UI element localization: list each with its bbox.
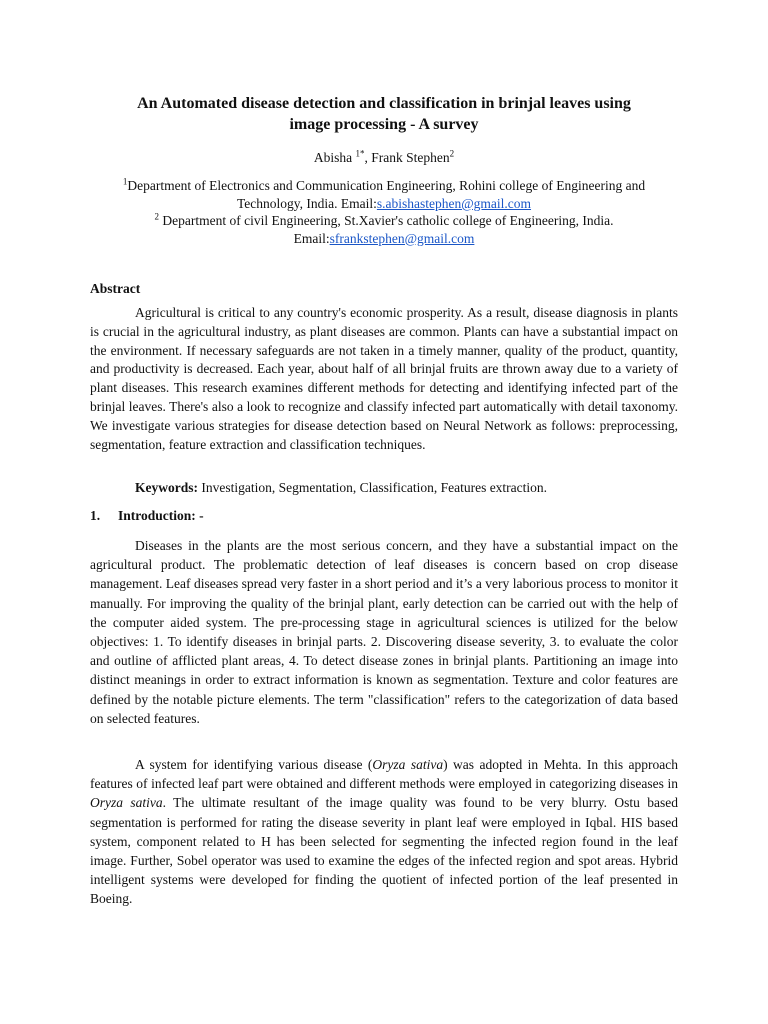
affiliation-2-marker: 2 [154, 211, 159, 222]
abstract-heading: Abstract [90, 281, 141, 296]
paper-title [90, 93, 678, 135]
intro-p2-species-1: Oryza sativa [372, 757, 444, 772]
affiliation-2 [90, 212, 678, 247]
affiliation-2-email-link[interactable]: sfrankstephen@gmail.com [329, 230, 475, 246]
affiliation-2-email-label: Email: [293, 230, 330, 246]
intro-p2-species-2: Oryza sativa [90, 795, 163, 811]
abstract-paragraph: Agricultural is critical to any country's economic prosperity. As a result, disease diagnosis in plants is crucial in the agricultural industry, as plant diseases are common. Plants can have a substantial impact on the environment. If necessary safeguards are not taken in a timely manner, quality of the product, quantity, and productivity is decreased. Each year, about half of all brinjal fruits are thrown away due to a variety of plant diseases. This research examines different methods for detecting and identifying infected part of the brinjal leaves. There's also a look to recognize and classify infected part automatically with detail taxonomy. We investigate various strategies for disease detection based on Neural Network as follows: preprocessing, segmentation, feature extraction and classification techniques. [90, 305, 678, 452]
author-1: Abisha [313, 150, 356, 165]
intro-p2-text-3: . The ultimate resultant of the image quality was found to be very blurry. Ostu based segmentation is performed for rating the disease severity in plant leaf were employed in Iqbal. HIS based system, component related to H has been selected for segmenting the infected region found in the leaf image. Further, Sobel operator was used to examine the edges of the infected region and spot areas. Hybrid intelligent systems were developed for finding the quotient of infected portion of the leaf presented in Boeing. [90, 795, 678, 907]
affiliations [90, 177, 678, 247]
intro-p2-text-2: ) was adopted in Mehta. In this approach features of infected leaf part were obtained and different methods were employed in categorizing diseases in [90, 757, 678, 792]
keywords-line [90, 480, 678, 496]
author-2: , Frank Stephen [364, 150, 450, 165]
section-title: Introduction: - [118, 508, 204, 523]
author-1-marker: 1* [355, 148, 365, 159]
affiliation-1 [90, 177, 678, 212]
introduction-paragraph-1: Diseases in the plants are the most serious concern, and they have a substantial impact on the agricultural product. The problematic detection of leaf diseases is concern based on crop disease management. Leaf diseases spread very faster in a short period and it’s a very laborious process to monitor it manually. For improving the quality of the brinjal plant, early detection can be carried out with the help of the computer aided system. The pre-processing stage in agricultural sciences is utilized for the below objectives: 1. To identify diseases in brinjal parts. 2. Discovering disease severity, 3. to evaluate the color and outline of afflicted plant areas, 4. To detect disease zones in brinjal plants. Partitioning an image into distinct meanings in order to extract information is known as segmentation. Texture and color features are defined by the notable picture elements. The term "classification" refers to the categorization of data based on selected features. [90, 538, 678, 726]
affiliation-1-marker: 1 [122, 176, 128, 187]
introduction-heading [90, 508, 204, 524]
title-line-1: An Automated disease detection and classification in brinjal leaves using [137, 95, 631, 112]
author-2-marker: 2 [449, 148, 455, 159]
keywords-label: Keywords: [135, 480, 198, 495]
affiliation-2-text: Department of civil Engineering, St.Xavier's catholic college of Engineering, India. [158, 213, 614, 228]
title-line-2: image processing - A survey [289, 116, 479, 133]
author-list [90, 149, 678, 167]
introduction-paragraph-2 [90, 755, 678, 909]
section-number: 1. [90, 508, 101, 523]
affiliation-1-text: Department of Electronics and Communication Engineering, Rohini college of Engineering and Technology, India. Email: [127, 178, 646, 211]
intro-p2-text-1: A system for identifying various disease ( [135, 757, 373, 772]
affiliation-1-email-link[interactable]: s.abishastephen@gmail.com [376, 195, 532, 211]
keywords-text: Investigation, Segmentation, Classification, Features extraction. [198, 480, 548, 495]
